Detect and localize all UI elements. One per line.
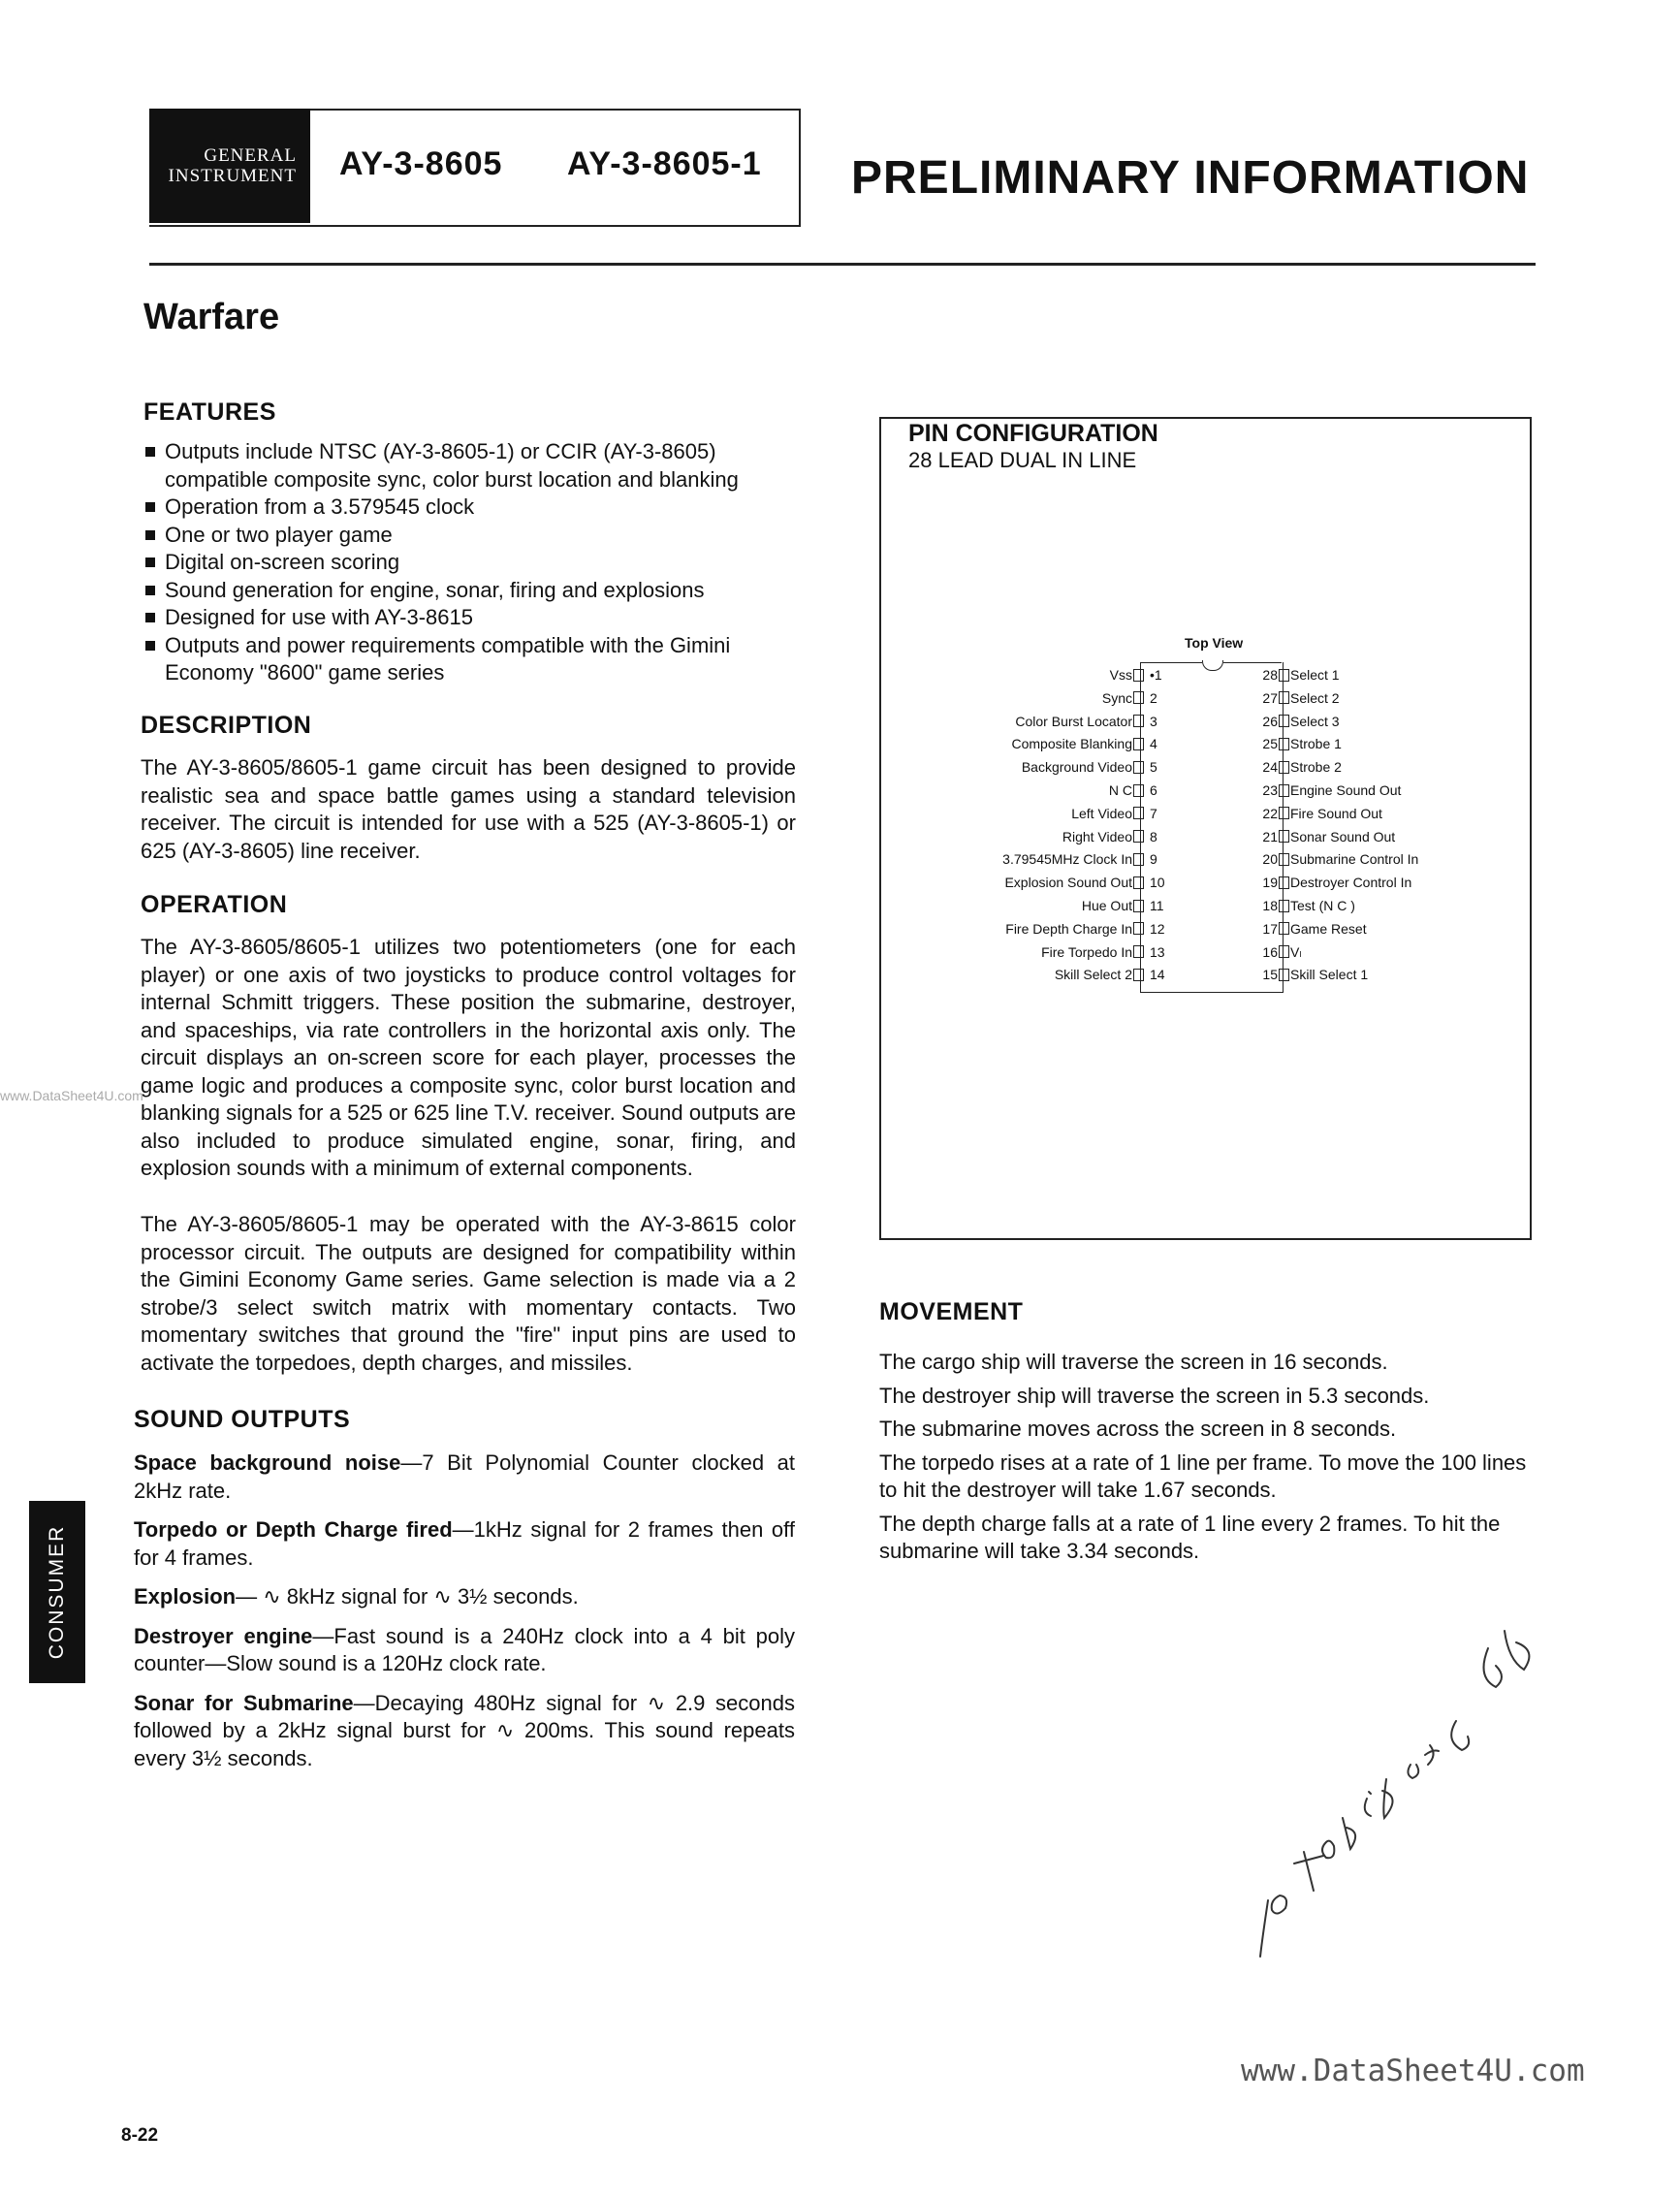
feature-item: Operation from a 3.579545 clock: [143, 494, 803, 522]
sound-output-text: —Fast sound is a 240Hz clock into a 4 bit poly counter—Slow sound is a 120Hz clock rate.: [134, 1623, 795, 1675]
pin-number: 19: [1262, 875, 1278, 891]
pin-square: [1133, 876, 1144, 889]
pin-square: [1279, 715, 1289, 727]
sound-output-item: [134, 1449, 795, 1505]
pin-square: [1279, 807, 1289, 819]
side-tab-label: CONSUMER: [46, 1524, 68, 1660]
pin-name: Fire Torpedo In: [1041, 943, 1132, 960]
pin-left-10: [1004, 871, 1177, 894]
pin-square: [1279, 738, 1289, 750]
sound-output-label: Space background noise: [134, 1450, 401, 1475]
pin-number: 10: [1150, 875, 1165, 891]
sound-output-text: —Decaying 480Hz signal for ∿ 2.9 seconds followed by a 2kHz signal burst for ∿ 200ms. This sound repeats every 3½ seconds.: [134, 1690, 795, 1770]
pin-left-4: [1011, 732, 1177, 755]
pin-right-23: [1256, 779, 1401, 802]
pin-left-12: [1005, 917, 1177, 940]
pin-name: Select 2: [1290, 689, 1340, 706]
pin-name: Vₗ: [1290, 943, 1302, 960]
pin-square: [1279, 853, 1289, 866]
sound-outputs-heading: SOUND OUTPUTS: [134, 1406, 351, 1433]
pin-left-14: [1055, 963, 1177, 986]
handwriting-stroke: [1484, 1648, 1503, 1687]
pin-number: 4: [1150, 736, 1157, 752]
pin-square: [1133, 738, 1144, 750]
pin-name: 3.79545MHz Clock In: [1002, 851, 1132, 868]
pin-right-17: [1256, 917, 1367, 940]
pin-name: Strobe 2: [1290, 759, 1342, 776]
pin-number: 17: [1262, 920, 1278, 937]
pin-left-5: [1022, 755, 1177, 779]
logo-line-2: INSTRUMENT: [168, 166, 297, 186]
pin-name: N C: [1108, 782, 1132, 798]
handwriting-stroke: [1408, 1765, 1418, 1778]
pin-square: [1279, 969, 1289, 981]
handwriting-stroke: [1382, 1779, 1393, 1818]
movement-heading: MOVEMENT: [879, 1298, 1024, 1325]
movement-line: The submarine moves across the screen in 8 seconds.: [879, 1417, 1397, 1441]
movement-line: The depth charge falls at a rate of 1 line every 2 frames. To hit the submarine will take 3.34 seconds.: [879, 1511, 1501, 1563]
handwritten-note: [1251, 1609, 1541, 1968]
pin-number: 11: [1150, 898, 1164, 913]
pin-right-21: [1256, 825, 1395, 848]
movement-line: The torpedo rises at a rate of 1 line per frame. To move the 100 lines to hit the destroyer will take 1.67 seconds.: [879, 1449, 1527, 1502]
pin-square: [1133, 830, 1144, 843]
pin-square: [1133, 761, 1144, 774]
pin-name: Select 3: [1290, 713, 1340, 729]
movement-text: [879, 1349, 1538, 1566]
sound-output-label: Torpedo or Depth Charge fired: [134, 1517, 453, 1542]
pin-name: Destroyer Control In: [1290, 875, 1412, 891]
handwriting-stroke: [1365, 1792, 1371, 1816]
pin-square: [1279, 830, 1289, 843]
sound-output-item: [134, 1583, 795, 1611]
pin-name: Hue Out: [1081, 898, 1132, 913]
pin-square: [1279, 900, 1289, 912]
preliminary-banner: PRELIMINARY INFORMATION: [851, 152, 1530, 204]
pin-number: 9: [1150, 851, 1157, 868]
pin-number: 20: [1262, 851, 1278, 868]
pin-left-7: [1071, 802, 1177, 825]
pin-name: Right Video: [1062, 828, 1132, 844]
pin-number: 18: [1262, 898, 1278, 913]
pin-right-22: [1256, 802, 1382, 825]
pin-square: [1133, 922, 1144, 935]
logo-line-1: GENERAL: [204, 145, 297, 166]
sound-output-item: [134, 1516, 795, 1572]
header-rule: [149, 263, 1536, 266]
pin-square: [1133, 900, 1144, 912]
page-number: 8-22: [121, 2125, 159, 2146]
pin-square: [1279, 761, 1289, 774]
pin-square: [1279, 784, 1289, 797]
pin-number: 6: [1150, 782, 1157, 798]
pin-square: [1279, 876, 1289, 889]
pin-name: Background Video: [1021, 759, 1132, 776]
features-heading: FEATURES: [143, 398, 276, 426]
pin-square: [1133, 715, 1144, 727]
handwriting-stroke: [1260, 1900, 1268, 1957]
pin-left-8: [1062, 825, 1177, 848]
pin-name: Engine Sound Out: [1290, 782, 1402, 798]
pin-number: 28: [1262, 667, 1278, 683]
pin-name: Skill Select 1: [1290, 967, 1369, 983]
pin-right-18: [1256, 894, 1355, 917]
pin-name: Sync: [1101, 689, 1132, 706]
pin-name: Select 1: [1290, 667, 1340, 683]
pin-name: Fire Depth Charge In: [1005, 920, 1132, 937]
pin-number: 25: [1262, 736, 1278, 752]
consumer-side-tab: [29, 1501, 85, 1683]
pin-number: 2: [1150, 689, 1157, 706]
pin-configuration-subheading: 28 LEAD DUAL IN LINE: [908, 448, 1137, 472]
pin-name: Left Video: [1071, 805, 1132, 821]
pin-name: Explosion Sound Out: [1004, 875, 1132, 891]
pin-name: Skill Select 2: [1054, 967, 1132, 983]
pin-name: Submarine Control In: [1290, 851, 1419, 868]
features-list: [143, 438, 803, 687]
pin-number: 22: [1262, 805, 1278, 821]
pin-square: [1133, 669, 1144, 682]
movement-line: The cargo ship will traverse the screen in 16 seconds.: [879, 1350, 1388, 1374]
pin-left-9: [1002, 847, 1177, 871]
movement-line: The destroyer ship will traverse the screen in 5.3 seconds.: [879, 1383, 1430, 1408]
page-title: Warfare: [143, 297, 280, 337]
watermark-left: www.DataSheet4U.com: [0, 1088, 143, 1103]
pin-left-6: [1109, 779, 1177, 802]
pin-square: [1133, 969, 1144, 981]
pin-name: Composite Blanking: [1011, 736, 1132, 752]
pin-number: 8: [1150, 828, 1157, 844]
pin-name: Vss: [1109, 667, 1132, 683]
pin-number: 21: [1262, 828, 1278, 844]
pin-square: [1133, 784, 1144, 797]
pin-number: 26: [1262, 713, 1278, 729]
feature-item: One or two player game: [143, 522, 803, 550]
pin-number: 23: [1262, 782, 1278, 798]
pin-number: 7: [1150, 805, 1157, 821]
pin-number: 16: [1262, 943, 1278, 960]
pin-square: [1279, 945, 1289, 958]
pin-square: [1133, 691, 1144, 704]
company-logo: [149, 109, 310, 223]
pin-left-11: [1082, 894, 1177, 917]
pin-number: 27: [1262, 689, 1278, 706]
handwriting-stroke: [1272, 1895, 1286, 1914]
handwriting-text: 10 temp per Lab: [1251, 1609, 1258, 1610]
features-list-container: [143, 438, 803, 687]
pin-number: 12: [1150, 920, 1165, 937]
pin-name: Strobe 1: [1290, 736, 1342, 752]
sound-output-text: —7 Bit Polynomial Counter clocked at 2kHz rate.: [134, 1450, 795, 1503]
pin-right-15: [1256, 963, 1368, 986]
description-text: The AY-3-8605/8605-1 game circuit has been designed to provide realistic sea and space battle games using a standard television receiver. The circuit is intended for use with a 525 (AY-3-8605-1) or 625 (AY-3-8605) line receiver.: [141, 755, 796, 863]
pin-right-26: [1256, 710, 1340, 733]
part-number-1: AY-3-8605: [339, 145, 503, 182]
pin-left-13: [1041, 940, 1177, 964]
pin-right-20: [1256, 847, 1418, 871]
pin-configuration-heading: PIN CONFIGURATION: [908, 420, 1158, 447]
pin-number: •1: [1150, 667, 1162, 683]
sound-output-label: Sonar for Submarine: [134, 1690, 354, 1715]
pin-right-19: [1256, 871, 1411, 894]
description-heading: DESCRIPTION: [141, 712, 312, 739]
handwriting-stroke: [1343, 1818, 1355, 1849]
operation-heading: OPERATION: [141, 891, 288, 918]
pin-left-2: [1102, 686, 1177, 710]
pin-name: Color Burst Locator: [1015, 713, 1132, 729]
pin-right-27: [1256, 686, 1340, 710]
pin-name: Game Reset: [1290, 920, 1367, 937]
sound-output-item: [134, 1690, 795, 1773]
sound-output-label: Explosion: [134, 1584, 237, 1609]
watermark-right: www.DataSheet4U.com: [1241, 2054, 1585, 2088]
pin-number: 24: [1262, 759, 1278, 776]
pin-number: 5: [1150, 759, 1157, 776]
feature-item: Sound generation for engine, sonar, firing and explosions: [143, 577, 803, 605]
pin-square: [1279, 669, 1289, 682]
operation-paragraph-1: The AY-3-8605/8605-1 utilizes two potentiometers (one for each player) or one axis of two joysticks to produce control voltages for internal Schmitt triggers. These position the submarine, destroyer, and spaceships, via rate controllers in the horizontal axis only. The circuit displays an on-screen score for each player, processes the game logic and produces a composite sync, color burst location and blanking signals for a 525 or 625 line T.V. receiver. Sound outputs are also included to produce simulated engine, sonar, firing, and explosion sounds with a minimum of external components.: [141, 935, 796, 1180]
sound-output-text: — ∿ 8kHz signal for ∿ 3½ seconds.: [236, 1584, 579, 1609]
pin-right-28: [1256, 663, 1340, 686]
pin-name: Test (N C ): [1290, 898, 1355, 913]
sound-outputs-list: [134, 1449, 795, 1784]
handwriting-stroke: [1294, 1852, 1323, 1891]
pin-right-24: [1256, 755, 1342, 779]
pin-name: Fire Sound Out: [1290, 805, 1382, 821]
pin-number: 13: [1150, 943, 1165, 960]
pin-number: 15: [1262, 967, 1278, 983]
pin-square: [1279, 691, 1289, 704]
feature-item: Designed for use with AY-3-8615: [143, 604, 803, 632]
pin-number: 14: [1150, 967, 1165, 983]
handwriting-stroke: [1451, 1721, 1469, 1750]
feature-item: Outputs include NTSC (AY-3-8605-1) or CCIR (AY-3-8605) compatible composite sync, color burst location and blanking: [143, 438, 803, 494]
sound-output-item: [134, 1623, 795, 1678]
pin-left-1: [1110, 663, 1177, 686]
pin-name: Sonar Sound Out: [1290, 828, 1396, 844]
part-number-2: AY-3-8605-1: [567, 145, 762, 182]
top-view-label: Top View: [1185, 635, 1244, 651]
pin-right-25: [1256, 732, 1342, 755]
pin-square: [1133, 807, 1144, 819]
handwriting-stroke: [1425, 1745, 1439, 1765]
handwriting-stroke: [1322, 1841, 1334, 1859]
pin-square: [1133, 945, 1144, 958]
handwriting-stroke: [1505, 1631, 1529, 1670]
sound-output-text: —1kHz signal for 2 frames then off for 4 frames.: [134, 1517, 795, 1570]
feature-item: Outputs and power requirements compatible with the Gimini Economy "8600" game series: [143, 632, 803, 687]
sound-output-label: Destroyer engine: [134, 1623, 313, 1648]
pin-left-3: [1015, 710, 1177, 733]
pin-number: 3: [1150, 713, 1157, 729]
feature-item: Digital on-screen scoring: [143, 549, 803, 577]
pin-square: [1279, 922, 1289, 935]
operation-paragraph-2: The AY-3-8605/8605-1 may be operated with the AY-3-8615 color processor circuit. The outputs are designed for compatibility within the Gimini Economy Game series. Game selection is made via a 2 strobe/3 select switch matrix with momentary contacts. Two momentary switches that ground the "fire" input pins are used to activate the torpedoes, depth charges, and missiles.: [141, 1212, 796, 1375]
pin-square: [1133, 853, 1144, 866]
pin-right-16: [1256, 940, 1302, 964]
